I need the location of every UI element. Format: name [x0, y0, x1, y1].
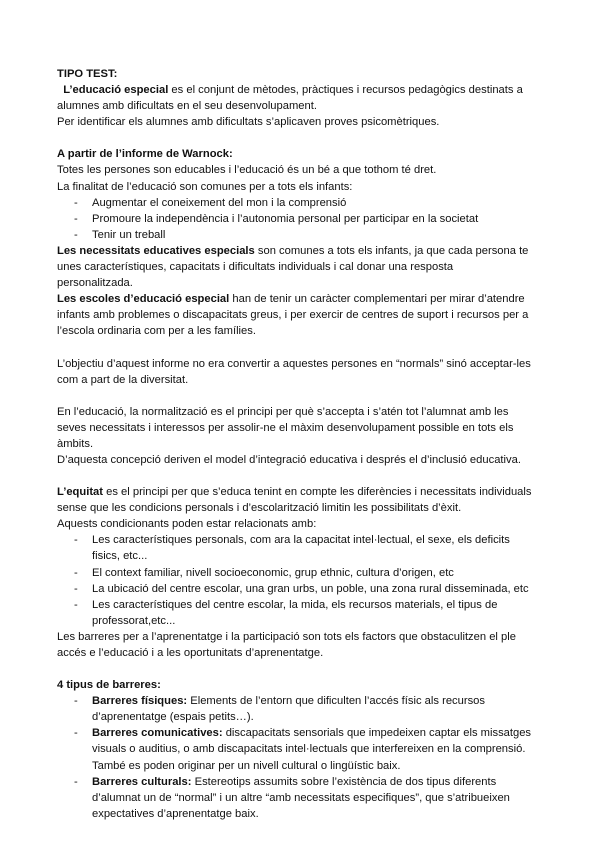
list-item: - Les característiques personals, com ara la capacitat intel·lectual, el sexe, els deficits fisics, etc...: [57, 532, 532, 564]
list-item: - Les característiques del centre escolar, la mida, els recursos materials, el tipus de professorat,etc...: [57, 597, 532, 629]
barrera-term: Barreres culturals:: [92, 775, 192, 788]
warnock-list: [57, 195, 532, 243]
list-item: - Augmentar el coneixement del mon i la comprensió: [57, 195, 532, 211]
normalitzacio-paragraph: En l’educació, la normalització es el principi per què s’accepta i s’atén tot l’alumnat amb les seves necessitats i interessos per assolir-ne el màxim desenvolupament possible en tots els àmbits.: [57, 405, 514, 450]
barreres-intro: Les barreres per a l’aprenentatge i la participació son tots els factors que obstaculitzen el ple accés e l’educació i a les oportunitats d’aprenentatge.: [57, 630, 516, 659]
list-item: [57, 725, 532, 773]
intro-line2: Per identificar els alumnes amb dificultats s’aplicaven proves psicomètriques.: [57, 116, 440, 129]
equitat-text: es el principi per que s’educa tenint en compte les diferències i necessitats individuals sense que les condicions personals i d’escolarització limitin les possibilitats d’èxit.: [57, 486, 532, 515]
intro-term: L’educació especial: [63, 84, 169, 97]
nee-text: son comunes a tots els infants, ja que cada persona te unes característiques, capacitats i dificultats individuals i cal donar una resposta personalitzada.: [57, 244, 529, 290]
concepcio-paragraph: D’aquesta concepció deriven el model d’integració educativa i després el d’inclusió educativa.: [57, 453, 521, 466]
escoles-paragraph: [57, 291, 532, 339]
warnock-p1: Totes les persones son educables i l’educació és un bé a que tothom té dret.: [57, 164, 437, 177]
nee-paragraph: [57, 243, 532, 291]
escoles-text: han de tenir un caràcter complementari per mirar d’atendre infants amb problemes o discapacitats greus, i per exercir de centres de suport i recursos per a l’escola ordinaria com per a les famílies.: [57, 293, 529, 338]
intro-paragraph: [57, 82, 532, 114]
barrera-text: discapacitats sensorials que impedeixen captar els missatges visuals o auditius, o amb discapacitats intel·lectuals que interfereixen en la comprensió.: [92, 727, 532, 756]
list-item: - El context familiar, nivell socioeconomic, grup ethnic, cultura d’origen, etc: [57, 565, 532, 581]
heading-test: TIPO TEST:: [57, 68, 118, 80]
condicionants-list: [57, 532, 532, 629]
condicionants-intro: Aquests condicionants poden estar relacionats amb:: [57, 518, 317, 531]
escoles-term: Les escoles d’educació especial: [57, 293, 230, 306]
objectiu-paragraph: L’objectiu d’aquest informe no era convertir a aquestes persones en “normals” sinó acceptar-les com a part de la diversitat.: [57, 357, 531, 386]
barrera-term: Barreres físiques:: [92, 695, 188, 708]
document-content: [57, 66, 532, 822]
nee-term: Les necessitats educatives especials: [57, 244, 255, 257]
list-item: [57, 693, 532, 725]
list-item: - Promoure la independència i l’autonomia personal per participar en la societat: [57, 211, 532, 227]
equitat-term: L’equitat: [57, 486, 103, 499]
barrera-text: Estereotips assumits sobre l’existència de dos tipus diferents d’alumnat un de “normal” i un altre “amb necessitats especifiques”, que s’atribueixen expectatives d’aprenentatge baix.: [92, 775, 510, 820]
list-item: [57, 774, 532, 822]
barrera-extra: També es poden originar per un nivell cultural o lingüístic baix.: [92, 759, 401, 772]
barrera-text: Elements de l’entorn que dificulten l’accés físic als recursos d’aprenentatge (espais petits…).: [92, 695, 485, 724]
list-item: - La ubicació del centre escolar, una gran urbs, un poble, una zona rural disseminada, etc: [57, 581, 532, 597]
barrera-term: Barreres comunicatives:: [92, 727, 223, 740]
list-item: - Tenir un treball: [57, 227, 532, 243]
equitat-paragraph: [57, 484, 532, 516]
barreres-list: [57, 693, 532, 822]
warnock-heading: A partir de l’informe de Warnock:: [57, 148, 233, 161]
warnock-p2: La finalitat de l’educació son comunes per a tots els infants:: [57, 180, 353, 193]
intro-text: es el conjunt de mètodes, pràctiques i recursos pedagògics destinats a alumnes amb dificultats en el seu desenvolupament.: [57, 84, 523, 113]
barreres-heading: 4 tipus de barreres:: [57, 679, 161, 692]
